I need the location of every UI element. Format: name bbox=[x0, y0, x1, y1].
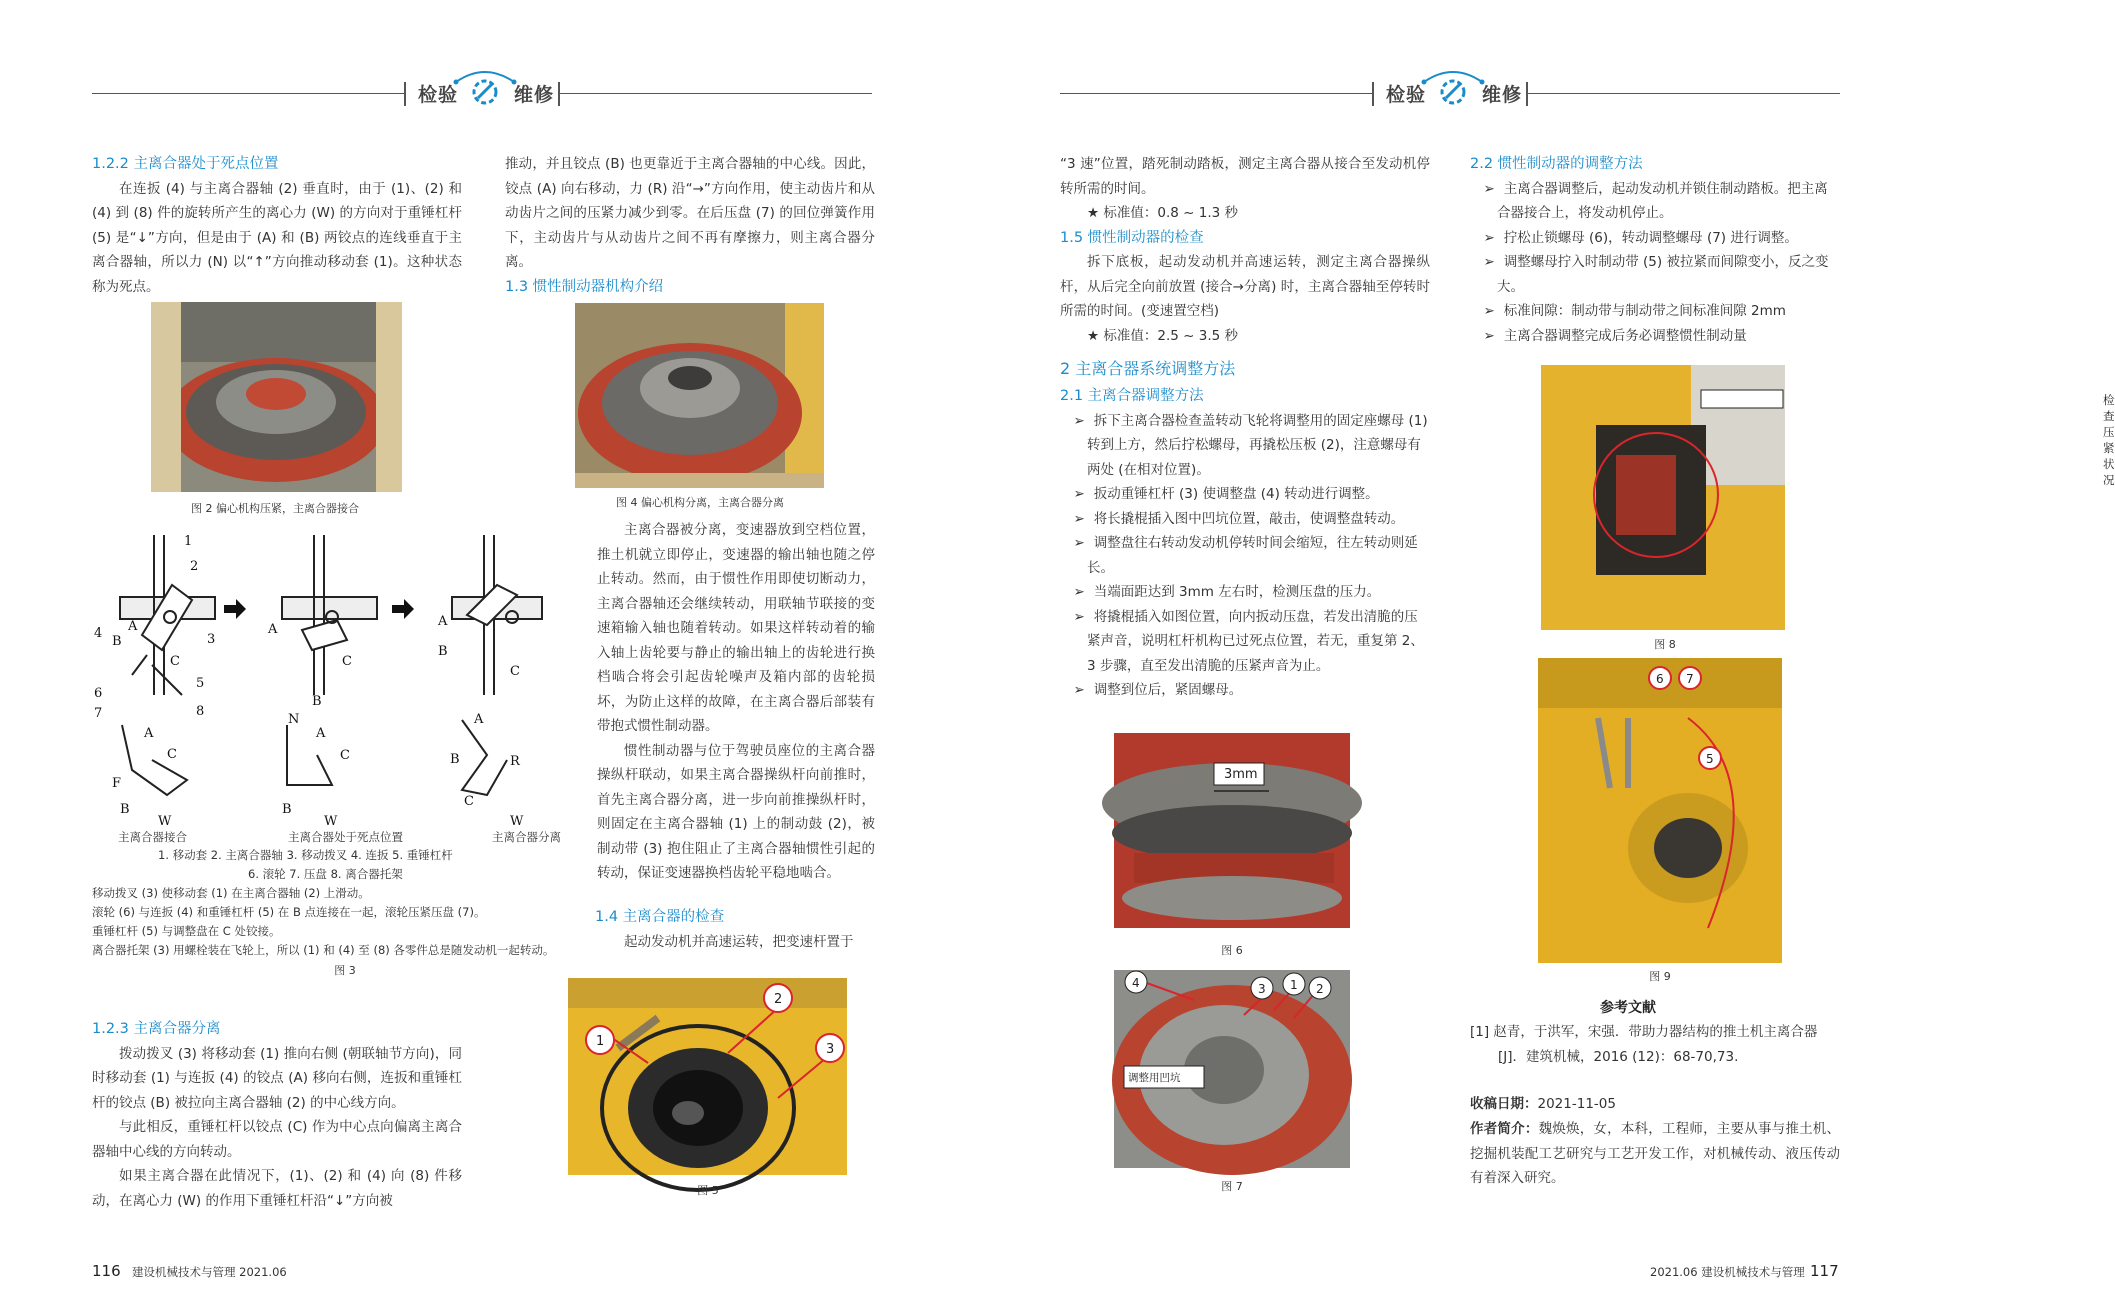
header-word-repair: 维修 bbox=[514, 84, 555, 106]
svg-text:A: A bbox=[144, 726, 154, 741]
section-heading: 2.1 主离合器调整方法 bbox=[1060, 388, 1204, 404]
figure-3-diagram bbox=[92, 525, 572, 829]
figure-9-photo bbox=[1538, 658, 1782, 963]
svg-text:C: C bbox=[340, 748, 350, 763]
figure-6-label: 3mm bbox=[1224, 767, 1258, 782]
figure-9-mark: 7 bbox=[1686, 672, 1694, 686]
bullet-arrow-icon: ➢ bbox=[1073, 608, 1085, 625]
journal-footer: 建设机械技术与管理 2021.06 bbox=[132, 1265, 287, 1279]
svg-text:8: 8 bbox=[196, 704, 205, 719]
wrench-gear-icon bbox=[448, 64, 522, 108]
bullet-item bbox=[1060, 482, 1430, 507]
figure-6-caption: 图 6 bbox=[1221, 944, 1243, 957]
svg-text:C: C bbox=[170, 654, 180, 669]
figure-7-mark: 4 bbox=[1132, 976, 1140, 990]
header-rule-left bbox=[1060, 93, 1372, 94]
standard-value: ★ 标准值：0.8 ~ 1.3 秒 bbox=[1087, 205, 1239, 221]
svg-text:B: B bbox=[438, 644, 448, 659]
bullet-item bbox=[1470, 324, 1840, 349]
section-heading: 1.3 惯性制动器机构介绍 bbox=[505, 278, 664, 295]
figure-7-mark: 1 bbox=[1290, 978, 1298, 992]
standard-value: ★ 标准值：2.5 ~ 3.5 秒 bbox=[1087, 327, 1239, 344]
section-heading-major: 2 主离合器系统调整方法 bbox=[1060, 359, 1236, 378]
svg-text:R: R bbox=[510, 754, 520, 769]
header-rule-right bbox=[560, 93, 872, 94]
section-heading: 1.5 惯性制动器的检查 bbox=[1060, 229, 1204, 246]
bullet-text: 将撬棍插入如图位置，向内扳动压盘，若发出清脆的压紧声音，说明杠杆机构已过死点位置，若无，重复第 2、3 步骤，直至发出清脆的压紧声音为止。 bbox=[1087, 608, 1424, 674]
svg-text:B: B bbox=[450, 752, 460, 767]
figure-9-caption: 图 9 bbox=[1649, 970, 1671, 983]
section-heading: 2.2 惯性制动器的调整方法 bbox=[1470, 156, 1643, 172]
bullet-text: 主离合器调整完成后务必调整惯性制动量 bbox=[1503, 327, 1747, 344]
svg-text:C: C bbox=[510, 664, 520, 679]
reference-1-cont: [J]．建筑机械，2016 (12)：68-70,73. bbox=[1498, 1049, 1739, 1065]
bullet-text: 调整螺母拧入时制动带 (5) 被拉紧而间隙变小，反之变大。 bbox=[1497, 254, 1829, 295]
paragraph: 惯性制动器与位于驾驶员座位的主离合器操纵杆联动，如果主离合器操纵杆向前推时，首先主离合器分离，进一步向前推操纵杆时，则固定在主离合器轴 (1) 上的制动鼓 (2)，被制动带 (3) 抱住阻止了主离合器轴惯性引起的转动，保证变速器换档齿轮平稳地啮合。 bbox=[597, 742, 875, 881]
figure-3-label-engaged: 主离合器接合 bbox=[118, 830, 187, 844]
svg-text:2: 2 bbox=[190, 559, 199, 574]
svg-text:6: 6 bbox=[94, 686, 103, 701]
figure-9-mark: 6 bbox=[1656, 672, 1664, 686]
figure-7-caption: 图 7 bbox=[1221, 1180, 1243, 1193]
bullet-text: 标准间隙：制动带与制动带之间标准间隙 2mm bbox=[1503, 303, 1786, 319]
bullet-text: 当端面距达到 3mm 左右时，检测压盘的压力。 bbox=[1093, 584, 1381, 600]
svg-text:A: A bbox=[128, 619, 138, 634]
bullet-item bbox=[1470, 226, 1840, 251]
bullet-arrow-icon: ➢ bbox=[1483, 180, 1495, 197]
svg-text:7: 7 bbox=[94, 706, 103, 721]
paragraph: 拆下底板，起动发动机并高速运转，测定主离合器操纵杆，从后完全向前放置 (接合→分离) 时，主离合器轴至停转时所需的时间。(变速置空档) bbox=[1060, 254, 1430, 319]
bullet-arrow-icon: ➢ bbox=[1073, 486, 1085, 502]
page-number: 117 bbox=[1810, 1262, 1839, 1280]
figure-7-photo bbox=[1114, 970, 1350, 1168]
references-title: 参考文献 bbox=[1600, 1000, 1656, 1016]
figure-2-caption: 图 2 偏心机构压紧，主离合器接合 bbox=[191, 502, 359, 515]
paragraph: 在连扳 (4) 与主离合器轴 (2) 垂直时，由于 (1)、(2) 和 (4) 到 (8) 件的旋转所产生的离心力 (W) 的方向对于重锤杠杆 (5) 是“↓”方向，但是由于 (A) 和 (B) 两铰点的连线垂直于主离合器轴，所以力 (N) 以“↑”方向推动移动套 (1)。这种状态称为死点。 bbox=[92, 180, 462, 295]
left-col1-bottom bbox=[92, 1017, 462, 1213]
header-bar bbox=[1372, 82, 1374, 106]
svg-text:A: A bbox=[474, 712, 484, 727]
bullet-arrow-icon: ➢ bbox=[1073, 584, 1085, 600]
figure-9-mark: 5 bbox=[1706, 752, 1714, 766]
svg-text:B: B bbox=[120, 802, 130, 817]
figure-3-label-released: 主离合器分离 bbox=[492, 830, 561, 844]
bullet-arrow-icon: ➢ bbox=[1073, 412, 1085, 429]
figure-6-photo bbox=[1114, 733, 1350, 928]
svg-text:B: B bbox=[282, 802, 292, 817]
left-col2-middle bbox=[597, 518, 875, 886]
figure-7-label: 调整用凹坑 bbox=[1128, 1072, 1181, 1084]
received-value: 2021-11-05 bbox=[1537, 1096, 1616, 1112]
left-col1-top bbox=[92, 152, 462, 299]
svg-text:N: N bbox=[288, 712, 300, 727]
figure-3-caption: 图 3 bbox=[334, 964, 356, 977]
bullet-text: 调整盘往右转动发动机停转时间会缩短，往左转动则延长。 bbox=[1087, 535, 1418, 576]
svg-text:A: A bbox=[438, 614, 448, 629]
figure-3-note: 重锤杠杆 (5) 与调整盘在 C 处铰接。 bbox=[92, 924, 281, 938]
header-word-repair: 维修 bbox=[1482, 84, 1523, 106]
author-bio bbox=[1470, 1117, 1840, 1191]
figure-4-photo bbox=[575, 303, 824, 488]
section-heading: 1.2.3 主离合器分离 bbox=[92, 1021, 221, 1037]
bullet-arrow-icon: ➢ bbox=[1483, 229, 1495, 246]
bullet-item bbox=[1470, 177, 1840, 226]
bullet-item bbox=[1470, 299, 1840, 324]
paragraph: 如果主离合器在此情况下，(1)、(2) 和 (4) 向 (8) 件移动，在离心力 (W) 的作用下重锤杠杆沿“↓”方向被 bbox=[92, 1168, 462, 1209]
figure-5-mark: 1 bbox=[596, 1034, 605, 1049]
svg-text:F: F bbox=[112, 776, 122, 791]
bullet-arrow-icon: ➢ bbox=[1073, 535, 1085, 551]
right-col1 bbox=[1060, 152, 1430, 703]
svg-text:C: C bbox=[464, 794, 474, 809]
figure-4-caption: 图 4 偏心机构分离，主离合器分离 bbox=[616, 496, 784, 509]
author-text: 魏焕焕，女，本科，工程师，主要从事与推土机、挖掘机装配工艺研究与工艺开发工作，对机械传动、液压传动有着深入研究。 bbox=[1470, 1121, 1841, 1186]
page-number: 116 bbox=[92, 1262, 121, 1280]
bullet-item bbox=[1060, 507, 1430, 532]
header-word-inspect: 检验 bbox=[418, 84, 459, 106]
figure-8-label: 检查压紧状况 bbox=[2103, 393, 2115, 487]
figure-2-photo bbox=[151, 302, 402, 492]
paragraph: 拨动拨叉 (3) 将移动套 (1) 推向右侧 (朝联轴节方向)，同时移动套 (1) 与连扳 (4) 的铰点 (A) 移向右侧，连扳和重锤杠杆的铰点 (B) 被拉向主离合器轴 (2) 的中心线方向。 bbox=[92, 1045, 462, 1111]
reference-1: [1] 赵青，于洪军，宋强．带助力器结构的推土机主离合器 bbox=[1470, 1024, 1818, 1040]
bullet-item bbox=[1060, 531, 1430, 580]
bullet-item bbox=[1060, 409, 1430, 483]
figure-3-label-deadpoint: 主离合器处于死点位置 bbox=[288, 830, 403, 844]
figure-3-legend-1: 1. 移动套 2. 主离合器轴 3. 移动拨叉 4. 连扳 5. 重锤杠杆 bbox=[158, 848, 453, 862]
svg-text:3: 3 bbox=[207, 632, 216, 647]
paragraph: 推动，并且铰点 (B) 也更靠近于主离合器轴的中心线。因此，铰点 (A) 向右移动，力 (R) 沿“→”方向作用，使主动齿片和从动齿片之间的压紧力减少到零。在后压盘 (7) 的回位弹簧作用下，主动齿片与从动齿片之间不再有摩擦力，则主离合器分离。 bbox=[505, 156, 875, 270]
svg-text:A: A bbox=[316, 726, 326, 741]
bullet-text: 主离合器调整后，起动发动机并锁住制动踏板。把主离合器接合上，将发动机停止。 bbox=[1497, 180, 1828, 221]
svg-text:5: 5 bbox=[196, 676, 205, 691]
svg-text:4: 4 bbox=[94, 626, 103, 641]
author-label: 作者简介： bbox=[1470, 1121, 1539, 1137]
paragraph: 主离合器被分离，变速器放到空档位置，推土机就立即停止，变速器的输出轴也随之停止转动。然而，由于惯性作用即使切断动力，主离合器轴还会继续转动，用联轴节联接的变速箱输入轴也随着转动。如果这样转动着的输入轴上齿轮要与静止的输出轴上的齿轮进行换档啮合将会引起齿轮噪声及箱内部的齿轮损坏，为防止这样的故障，在主离合器后部装有带抱式惯性制动器。 bbox=[597, 522, 875, 734]
svg-text:A: A bbox=[268, 622, 278, 637]
figure-5-photo bbox=[568, 978, 847, 1175]
bullet-arrow-icon: ➢ bbox=[1483, 303, 1495, 319]
bullet-item bbox=[1470, 250, 1840, 299]
svg-text:1: 1 bbox=[184, 534, 193, 549]
svg-text:W: W bbox=[324, 814, 338, 829]
bullet-text: 拆下主离合器检查盖转动飞轮将调整用的固定座螺母 (1) 转到上方，然后拧松螺母，再撬松压板 (2)，注意螺母有两处 (在相对位置)。 bbox=[1087, 412, 1428, 478]
bullet-list-2-2 bbox=[1470, 177, 1840, 349]
left-col2-top bbox=[505, 152, 875, 299]
bullet-item bbox=[1060, 580, 1430, 605]
bullet-text: 将长撬棍插入图中凹坑位置，敲击，使调整盘转动。 bbox=[1093, 510, 1405, 527]
figure-5-caption: 图 5 bbox=[697, 1184, 719, 1197]
bullet-item bbox=[1060, 678, 1430, 703]
left-col2-bottom bbox=[597, 905, 875, 954]
svg-text:B: B bbox=[312, 694, 322, 709]
svg-text:C: C bbox=[342, 654, 352, 669]
figure-3-note: 移动拨叉 (3) 使移动套 (1) 在主离合器轴 (2) 上滑动。 bbox=[92, 886, 370, 900]
bullet-item bbox=[1060, 605, 1430, 679]
figure-5-mark: 3 bbox=[826, 1042, 835, 1057]
figure-3-note: 离合器托架 (3) 用螺栓装在飞轮上，所以 (1) 和 (4) 至 (8) 各零件总是随发动机一起转动。 bbox=[92, 943, 555, 957]
header-rule-left bbox=[92, 93, 404, 94]
paragraph: “3 速”位置，踏死制动踏板，测定主离合器从接合至发动机停转所需的时间。 bbox=[1060, 156, 1430, 197]
figure-8-photo bbox=[1541, 365, 1785, 630]
svg-text:C: C bbox=[167, 747, 177, 762]
bullet-text: 拧松止锁螺母 (6)，转动调整螺母 (7) 进行调整。 bbox=[1503, 229, 1798, 246]
header-bar bbox=[1526, 82, 1528, 106]
bullet-arrow-icon: ➢ bbox=[1483, 254, 1495, 270]
figure-7-mark: 3 bbox=[1258, 982, 1266, 996]
bullet-text: 扳动重锤杠杆 (3) 使调整盘 (4) 转动进行调整。 bbox=[1093, 486, 1379, 502]
figure-8-caption: 图 8 bbox=[1654, 638, 1676, 651]
bullet-arrow-icon: ➢ bbox=[1073, 682, 1085, 698]
svg-text:W: W bbox=[510, 814, 524, 829]
journal-footer: 2021.06 建设机械技术与管理 bbox=[1650, 1265, 1805, 1279]
paragraph: 与此相反，重锤杠杆以铰点 (C) 作为中心点向偏离主离合器轴中心线的方向转动。 bbox=[92, 1119, 462, 1160]
right-col2 bbox=[1470, 152, 1840, 348]
svg-text:B: B bbox=[112, 634, 122, 649]
bullet-list-2-1 bbox=[1060, 409, 1430, 703]
figure-5-mark: 2 bbox=[774, 992, 783, 1007]
figure-3-legend-2: 6. 滚轮 7. 压盘 8. 离合器托架 bbox=[248, 867, 403, 881]
left-page bbox=[0, 0, 960, 1303]
bullet-text: 调整到位后，紧固螺母。 bbox=[1093, 682, 1243, 698]
bullet-arrow-icon: ➢ bbox=[1483, 327, 1495, 344]
header-rule-right bbox=[1528, 93, 1840, 94]
right-page bbox=[960, 0, 2115, 1303]
figure-7-mark: 2 bbox=[1316, 982, 1324, 996]
paragraph: 起动发动机并高速运转，把变速杆置于 bbox=[624, 933, 854, 950]
section-heading: 1.2.2 主离合器处于死点位置 bbox=[92, 156, 279, 172]
header-bar bbox=[558, 82, 560, 106]
figure-3-note: 滚轮 (6) 与连扳 (4) 和重锤杠杆 (5) 在 B 点连接在一起，滚轮压紧压盘 (7)。 bbox=[92, 905, 486, 919]
header-word-inspect: 检验 bbox=[1386, 84, 1427, 106]
wrench-gear-icon bbox=[1416, 64, 1490, 108]
received-label: 收稿日期： bbox=[1470, 1096, 1538, 1112]
bullet-arrow-icon: ➢ bbox=[1073, 510, 1085, 527]
header-bar bbox=[404, 82, 406, 106]
svg-text:W: W bbox=[158, 814, 172, 829]
section-heading: 1.4 主离合器的检查 bbox=[595, 909, 725, 925]
received-date bbox=[1470, 1092, 1840, 1117]
